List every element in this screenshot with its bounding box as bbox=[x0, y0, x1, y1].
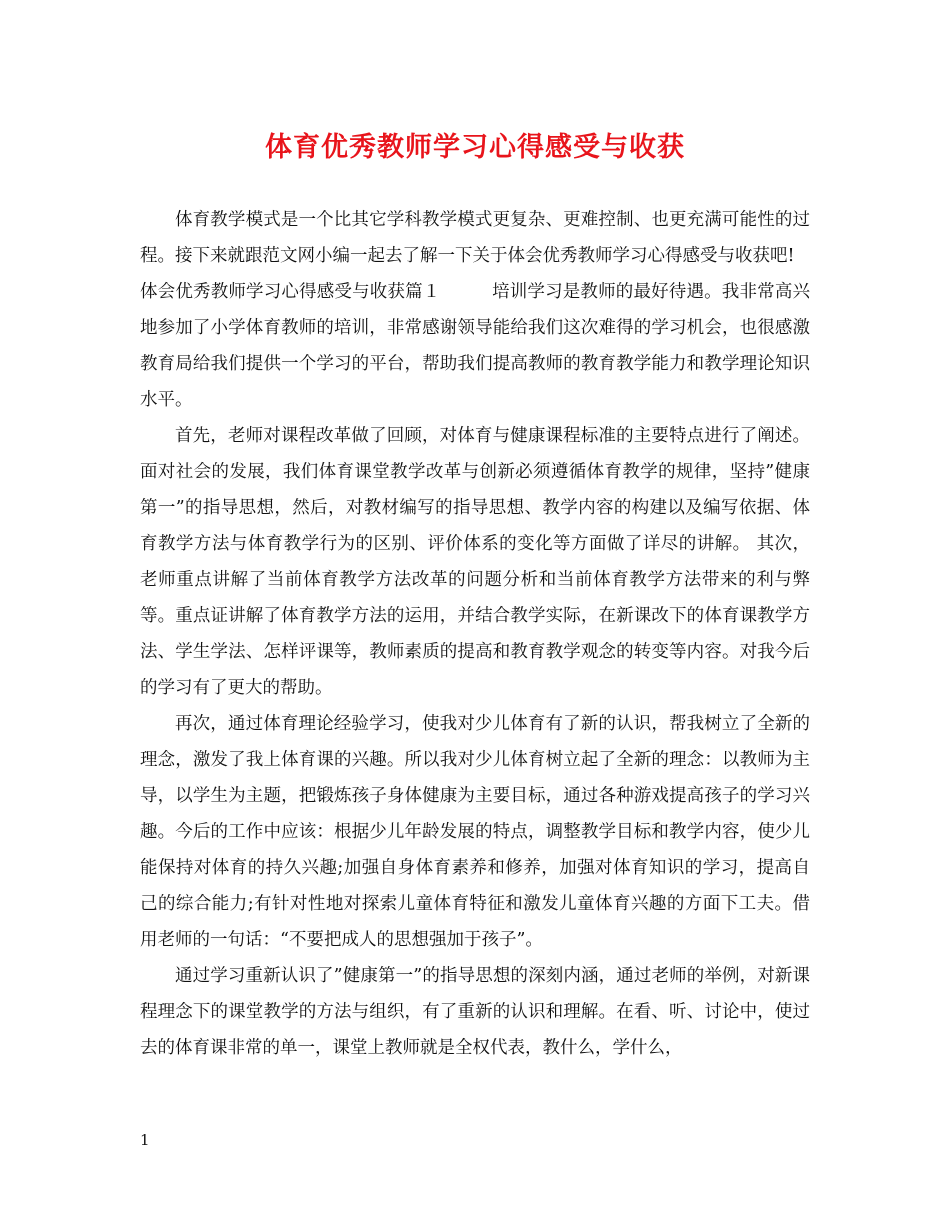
body-paragraph: 通过学习重新认识了”健康第一”的指导思想的深刻内涵，通过老师的举例，对新课程理念下的课堂教学的方法与组织，有了重新的认识和理解。在看、听、讨论中，使过去的体育课非常的单一，课堂上教师就是全权代表，教什么，学什么， bbox=[140, 966, 810, 1058]
document-body bbox=[140, 202, 810, 1066]
section-heading: 体会优秀教师学习心得感受与收获篇１ bbox=[140, 282, 441, 302]
section-heading-text: 培训学习是教师的最好待遇。我非常高兴地参加了小学体育教师的培训，非常感谢领导能给我们这次难得的学习机会，也很感激教育局给我们提供一个学习的平台，帮助我们提高教师的教育教学能力和教学理论知识水平。 bbox=[140, 282, 810, 410]
page-number: 1 bbox=[140, 1131, 150, 1149]
intro-paragraph: 体育教学模式是一个比其它学科教学模式更复杂、更难控制、也更充满可能性的过程。接下来就跟范文网小编一起去了解一下关于体会优秀教师学习心得感受与收获吧! bbox=[140, 210, 810, 266]
section-paragraph bbox=[140, 274, 810, 418]
section-spacer bbox=[440, 282, 492, 302]
body-paragraph: 首先，老师对课程改革做了回顾，对体育与健康课程标准的主要特点进行了阐述。面对社会的发展，我们体育课堂教学改革与创新必须遵循体育教学的规律，坚持”健康第一”的指导思想，然后，对教材编写的指导思想、教学内容的构建以及编写依据、体育教学方法与体育教学行为的区别、评价体系的变化等方面做了详尽的讲解。 其次，老师重点讲解了当前体育教学方法改革的问题分析和当前体育教学方法带来的利与弊等。重点证讲解了体育教学方法的运用，并结合教学实际，在新课改下的体育课教学方法、学生学法、怎样评课等，教师素质的提高和教育教学观念的转变等内容。对我今后的学习有了更大的帮助。 bbox=[140, 426, 810, 698]
document-title: 体育优秀教师学习心得感受与收获 bbox=[265, 132, 685, 163]
body-paragraph: 再次，通过体育理论经验学习，使我对少儿体育有了新的认识，帮我树立了全新的理念，激发了我上体育课的兴趣。所以我对少儿体育树立起了全新的理念：以教师为主导，以学生为主题，把锻炼孩子身体健康为主要目标，通过各种游戏提高孩子的学习兴趣。今后的工作中应该：根据少儿年龄发展的特点，调整教学目标和教学内容，使少儿能保持对体育的持久兴趣;加强自身体育素养和修养，加强对体育知识的学习，提高自己的综合能力;有针对性地对探索儿童体育特征和激发儿童体育兴趣的方面下工夫。借用老师的一句话：“不要把成人的思想强加于孩子”。 bbox=[140, 714, 810, 950]
